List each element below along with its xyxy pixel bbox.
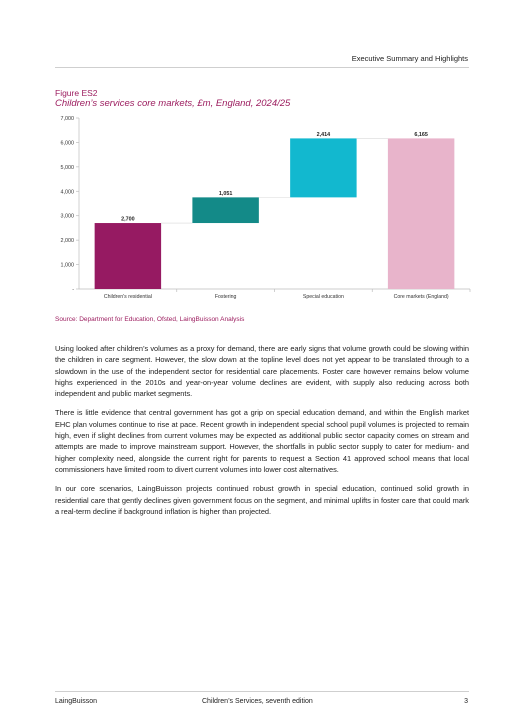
y-tick-label: 2,000 xyxy=(60,238,74,245)
y-tick-label: 4,000 xyxy=(60,189,74,196)
bar-2 xyxy=(192,197,258,223)
figure-source: Source: Department for Education, Ofsted, LaingBuisson Analysis xyxy=(55,316,245,323)
page-number: 3 xyxy=(464,698,468,705)
bar-4 xyxy=(388,138,454,289)
section-header: Executive Summary and Highlights xyxy=(351,54,468,63)
waterfall-chart xyxy=(30,110,480,310)
y-tick-label: - xyxy=(72,287,74,293)
bar-1 xyxy=(95,223,161,289)
y-tick-label: 5,000 xyxy=(60,164,74,171)
x-tick-label: Fostering xyxy=(214,294,237,300)
footer-divider xyxy=(55,691,469,692)
header-divider xyxy=(55,67,469,68)
x-tick-label: Children's residential xyxy=(103,294,152,300)
paragraph-3: In our core scenarios, LaingBuisson projects continued robust growth in special education, continued solid growth in residential care that gently declines given government focus on the segment, and minimal uplifts in foster care that could mark a real-term decline if background inflation is higher than projected. xyxy=(55,484,469,516)
figure-title: Children’s services core markets, £m, England, 2024/25 xyxy=(55,98,291,109)
data-label: 2,414 xyxy=(316,131,331,138)
data-label: 6,165 xyxy=(414,131,428,138)
x-tick-label: Special education xyxy=(302,294,344,300)
y-tick-label: 1,000 xyxy=(60,262,74,269)
paragraph-2: There is little evidence that central government has got a grip on special education demand, and within the English market EHC plan volumes continue to rise at pace. Recent growth in independent special school pupil volumes is projected to remain high, even if slight declines from current volumes may be expected as additional public sector capacity comes on stream and attempts are made to improve mainstream support. However, the shortfalls in public sector supply to cater for medium- and higher complexity need, alongside the current right for parents to request a Section 41 approved school means that local commissioners have limited room to divert current volumes into lower cost alternatives. xyxy=(55,408,469,474)
y-tick-label: 7,000 xyxy=(60,116,74,122)
footer-publication: Children’s Services, seventh edition xyxy=(202,698,313,705)
footer-publisher: LaingBuisson xyxy=(55,698,98,705)
y-tick-label: 3,000 xyxy=(60,213,74,220)
figure-label: Figure ES2 xyxy=(55,88,98,98)
data-label: 1,051 xyxy=(218,190,233,197)
bar-3 xyxy=(290,138,356,197)
paragraph-1: Using looked after children’s volumes as a proxy for demand, there are early signs that volume growth could be slowing within the children in care segment. However, the slow down at the topline level does not yet appear to be translated through to a slowdown in the use of the independent sector for residential care placements. Foster care however remains below volume highs experienced in the 2010s and year-on-year volume declines are evident, with supply also reducing across both independent and public market segments. xyxy=(55,344,469,399)
body-text xyxy=(55,343,469,525)
data-label: 2,700 xyxy=(121,216,135,223)
y-tick-label: 6,000 xyxy=(60,140,74,147)
x-tick-label: Core markets (England) xyxy=(393,294,449,300)
